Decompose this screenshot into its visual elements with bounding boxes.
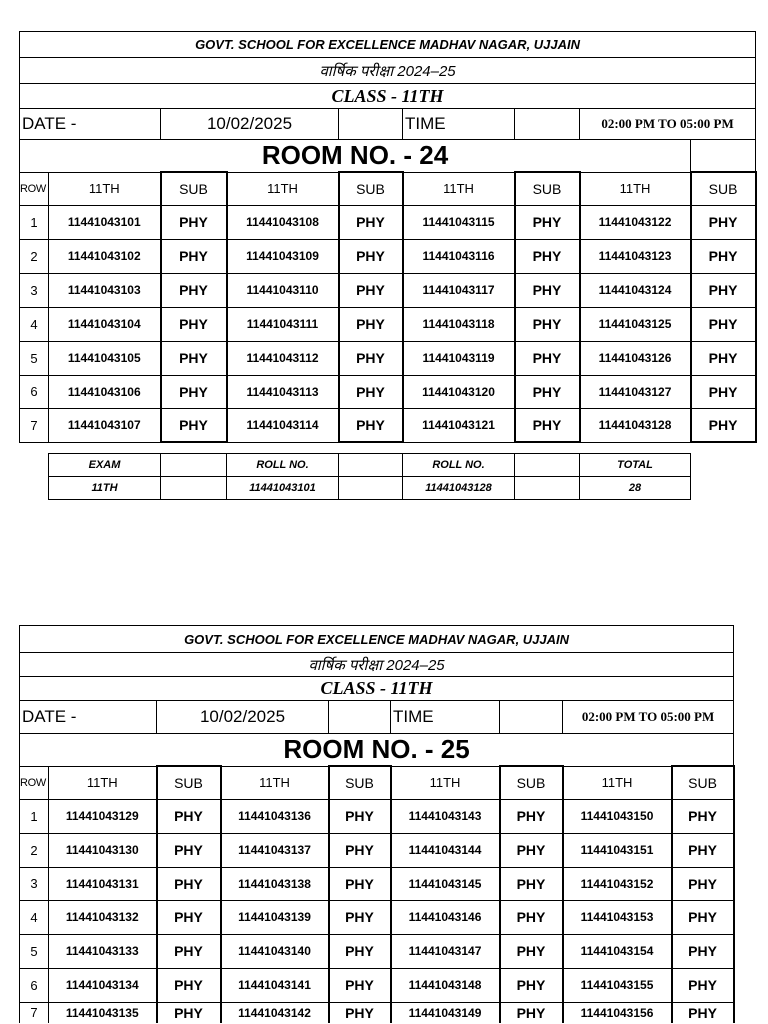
subject-cell: PHY (500, 867, 563, 900)
roll-number-cell: 11441043145 (391, 867, 500, 900)
subject-cell: PHY (157, 799, 221, 833)
roll-number-cell: 11441043142 (221, 1002, 329, 1023)
roll-number-cell: 11441043102 (49, 239, 161, 273)
header-subject: SUB (161, 172, 227, 205)
subject-cell: PHY (329, 833, 391, 867)
blank-cell (515, 109, 580, 140)
seating-sheet-room-25 (19, 625, 735, 1023)
row-number: 3 (20, 273, 49, 307)
roll-number-cell: 11441043137 (221, 833, 329, 867)
blank-cell (500, 701, 563, 734)
date-label: DATE - (20, 701, 157, 734)
subject-cell: PHY (157, 867, 221, 900)
roll-number-cell: 11441043108 (227, 205, 339, 239)
subject-cell: PHY (339, 239, 403, 273)
subject-cell: PHY (672, 833, 734, 867)
subject-cell: PHY (515, 273, 580, 307)
roll-number-cell: 11441043136 (221, 799, 329, 833)
subject-cell: PHY (691, 205, 756, 239)
blank-cell (515, 454, 580, 477)
roll-number-cell: 11441043135 (49, 1002, 157, 1023)
seat-row (20, 867, 734, 900)
exam-time: 02:00 PM TO 05:00 PM (580, 109, 756, 140)
subject-cell: PHY (500, 799, 563, 833)
roll-number-cell: 11441043124 (580, 273, 691, 307)
subject-cell: PHY (515, 239, 580, 273)
subject-cell: PHY (672, 1002, 734, 1023)
row-number: 1 (20, 799, 49, 833)
subject-cell: PHY (691, 273, 756, 307)
row-number: 7 (20, 1002, 49, 1023)
roll-number-cell: 11441043152 (563, 867, 672, 900)
subject-cell: PHY (339, 375, 403, 408)
subject-cell: PHY (339, 307, 403, 341)
subject-cell: PHY (157, 934, 221, 968)
subject-cell: PHY (515, 205, 580, 239)
summary-total-value: 28 (580, 477, 691, 500)
roll-number-cell: 11441043127 (580, 375, 691, 408)
roll-number-cell: 11441043112 (227, 341, 339, 375)
class-title: CLASS - 11TH (20, 84, 756, 109)
row-number: 4 (20, 900, 49, 934)
room-number: ROOM NO. - 25 (20, 734, 734, 767)
roll-number-cell: 11441043155 (563, 968, 672, 1002)
subject-cell: PHY (515, 307, 580, 341)
row-number: 3 (20, 867, 49, 900)
subject-cell: PHY (500, 900, 563, 934)
subject-cell: PHY (329, 1002, 391, 1023)
header-subject: SUB (500, 766, 563, 799)
summary-exam-label: EXAM (49, 454, 161, 477)
roll-number-cell: 11441043126 (580, 341, 691, 375)
roll-number-cell: 11441043125 (580, 307, 691, 341)
subject-cell: PHY (672, 934, 734, 968)
roll-number-cell: 11441043154 (563, 934, 672, 968)
subject-cell: PHY (161, 239, 227, 273)
column-header-row (20, 766, 734, 799)
roll-number-cell: 11441043139 (221, 900, 329, 934)
subject-cell: PHY (161, 205, 227, 239)
subject-cell: PHY (157, 833, 221, 867)
column-header-row (20, 172, 756, 205)
subject-cell: PHY (672, 799, 734, 833)
roll-number-cell: 11441043110 (227, 273, 339, 307)
blank-cell (329, 701, 391, 734)
roll-number-cell: 11441043133 (49, 934, 157, 968)
roll-number-cell: 11441043101 (49, 205, 161, 239)
subject-cell: PHY (339, 273, 403, 307)
subject-cell: PHY (339, 408, 403, 442)
roll-number-cell: 11441043117 (403, 273, 515, 307)
seat-row (20, 239, 756, 273)
blank-cell (691, 140, 756, 173)
subject-cell: PHY (515, 408, 580, 442)
seat-row (20, 968, 734, 1002)
header-subject: SUB (672, 766, 734, 799)
subject-cell: PHY (329, 934, 391, 968)
row-number: 5 (20, 341, 49, 375)
roll-number-cell: 11441043120 (403, 375, 515, 408)
summary-roll-to-label: ROLL NO. (403, 454, 515, 477)
roll-number-cell: 11441043113 (227, 375, 339, 408)
roll-number-cell: 11441043123 (580, 239, 691, 273)
subject-cell: PHY (672, 968, 734, 1002)
roll-number-cell: 11441043132 (49, 900, 157, 934)
roll-number-cell: 11441043143 (391, 799, 500, 833)
roll-number-cell: 11441043153 (563, 900, 672, 934)
summary-total-label: TOTAL (580, 454, 691, 477)
seat-row (20, 341, 756, 375)
row-number: 7 (20, 408, 49, 442)
row-number: 2 (20, 833, 49, 867)
roll-number-cell: 11441043104 (49, 307, 161, 341)
summary-roll-from-value: 11441043101 (227, 477, 339, 500)
roll-number-cell: 11441043107 (49, 408, 161, 442)
header-row: ROW (20, 172, 49, 205)
header-subject: SUB (691, 172, 756, 205)
subject-cell: PHY (515, 375, 580, 408)
roll-number-cell: 11441043119 (403, 341, 515, 375)
subject-cell: PHY (157, 1002, 221, 1023)
subject-cell: PHY (329, 968, 391, 1002)
school-name: GOVT. SCHOOL FOR EXCELLENCE MADHAV NAGAR, UJJAIN (20, 626, 734, 653)
roll-number-cell: 11441043149 (391, 1002, 500, 1023)
header-subject: SUB (339, 172, 403, 205)
seat-row (20, 205, 756, 239)
seat-row (20, 408, 756, 442)
seat-row (20, 375, 756, 408)
header-subject: SUB (157, 766, 221, 799)
roll-number-cell: 11441043144 (391, 833, 500, 867)
header-class: 11TH (49, 172, 161, 205)
seat-row (20, 934, 734, 968)
subject-cell: PHY (161, 408, 227, 442)
subject-cell: PHY (161, 341, 227, 375)
roll-number-cell: 11441043122 (580, 205, 691, 239)
roll-number-cell: 11441043121 (403, 408, 515, 442)
roll-number-cell: 11441043147 (391, 934, 500, 968)
header-row: ROW (20, 766, 49, 799)
subject-cell: PHY (500, 968, 563, 1002)
seat-row (20, 900, 734, 934)
seat-row (20, 273, 756, 307)
summary-roll-to-value: 11441043128 (403, 477, 515, 500)
roll-number-cell: 11441043131 (49, 867, 157, 900)
roll-number-cell: 11441043134 (49, 968, 157, 1002)
room-24-summary (48, 453, 691, 500)
header-class: 11TH (580, 172, 691, 205)
blank-cell (339, 477, 403, 500)
seat-row (20, 799, 734, 833)
roll-number-cell: 11441043130 (49, 833, 157, 867)
roll-number-cell: 11441043148 (391, 968, 500, 1002)
roll-number-cell: 11441043114 (227, 408, 339, 442)
roll-number-cell: 11441043141 (221, 968, 329, 1002)
header-class: 11TH (227, 172, 339, 205)
roll-number-cell: 11441043109 (227, 239, 339, 273)
row-number: 5 (20, 934, 49, 968)
date-label: DATE - (20, 109, 161, 140)
subject-cell: PHY (672, 900, 734, 934)
exam-date: 10/02/2025 (157, 701, 329, 734)
summary-exam-value: 11TH (49, 477, 161, 500)
subject-cell: PHY (672, 867, 734, 900)
roll-number-cell: 11441043115 (403, 205, 515, 239)
header-class: 11TH (563, 766, 672, 799)
time-label: TIME (391, 701, 500, 734)
seat-row (20, 1002, 734, 1023)
subject-cell: PHY (157, 968, 221, 1002)
seat-row (20, 833, 734, 867)
class-title: CLASS - 11TH (20, 677, 734, 701)
roll-number-cell: 11441043118 (403, 307, 515, 341)
roll-number-cell: 11441043150 (563, 799, 672, 833)
time-label: TIME (403, 109, 515, 140)
subject-cell: PHY (500, 1002, 563, 1023)
subject-cell: PHY (161, 375, 227, 408)
roll-number-cell: 11441043129 (49, 799, 157, 833)
subject-cell: PHY (161, 273, 227, 307)
seating-sheet-room-24 (19, 31, 757, 443)
row-number: 6 (20, 375, 49, 408)
row-number: 4 (20, 307, 49, 341)
roll-number-cell: 11441043156 (563, 1002, 672, 1023)
header-class: 11TH (403, 172, 515, 205)
school-name: GOVT. SCHOOL FOR EXCELLENCE MADHAV NAGAR, UJJAIN (20, 32, 756, 58)
subject-cell: PHY (329, 799, 391, 833)
blank-cell (339, 454, 403, 477)
header-subject: SUB (329, 766, 391, 799)
seat-row (20, 307, 756, 341)
blank-cell (515, 477, 580, 500)
header-class: 11TH (49, 766, 157, 799)
exam-title: वार्षिक परीक्षा 2024–25 (20, 653, 734, 677)
subject-cell: PHY (691, 307, 756, 341)
roll-number-cell: 11441043106 (49, 375, 161, 408)
subject-cell: PHY (691, 341, 756, 375)
roll-number-cell: 11441043116 (403, 239, 515, 273)
row-number: 1 (20, 205, 49, 239)
header-class: 11TH (221, 766, 329, 799)
blank-cell (161, 454, 227, 477)
exam-time: 02:00 PM TO 05:00 PM (563, 701, 734, 734)
blank-cell (161, 477, 227, 500)
roll-number-cell: 11441043111 (227, 307, 339, 341)
roll-number-cell: 11441043128 (580, 408, 691, 442)
exam-title: वार्षिक परीक्षा 2024–25 (20, 58, 756, 84)
roll-number-cell: 11441043146 (391, 900, 500, 934)
subject-cell: PHY (329, 900, 391, 934)
subject-cell: PHY (329, 867, 391, 900)
room-number: ROOM NO. - 24 (20, 140, 691, 173)
subject-cell: PHY (161, 307, 227, 341)
row-number: 6 (20, 968, 49, 1002)
roll-number-cell: 11441043138 (221, 867, 329, 900)
subject-cell: PHY (515, 341, 580, 375)
roll-number-cell: 11441043151 (563, 833, 672, 867)
subject-cell: PHY (691, 239, 756, 273)
roll-number-cell: 11441043103 (49, 273, 161, 307)
subject-cell: PHY (339, 205, 403, 239)
subject-cell: PHY (500, 934, 563, 968)
row-number: 2 (20, 239, 49, 273)
subject-cell: PHY (691, 408, 756, 442)
summary-roll-from-label: ROLL NO. (227, 454, 339, 477)
subject-cell: PHY (339, 341, 403, 375)
blank-cell (339, 109, 403, 140)
roll-number-cell: 11441043140 (221, 934, 329, 968)
subject-cell: PHY (157, 900, 221, 934)
exam-date: 10/02/2025 (161, 109, 339, 140)
subject-cell: PHY (691, 375, 756, 408)
header-subject: SUB (515, 172, 580, 205)
header-class: 11TH (391, 766, 500, 799)
subject-cell: PHY (500, 833, 563, 867)
roll-number-cell: 11441043105 (49, 341, 161, 375)
